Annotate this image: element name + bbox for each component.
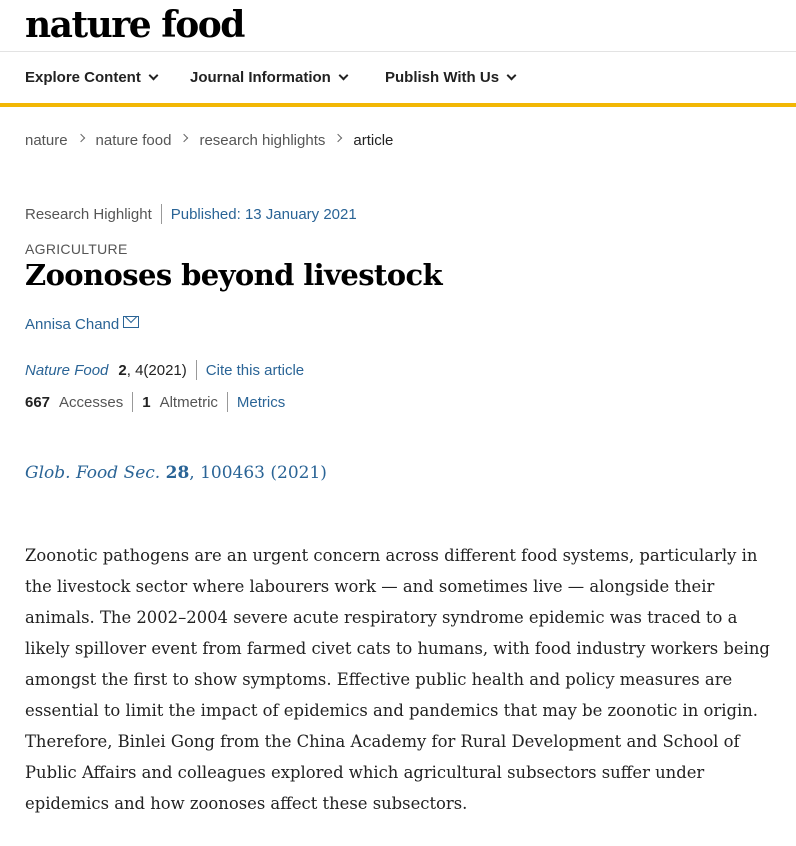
author-link[interactable]: Annisa Chand (25, 316, 120, 333)
citation-volume: 2 (118, 361, 127, 379)
reference-link[interactable] (25, 463, 327, 483)
divider (196, 360, 197, 380)
article-title: Zoonoses beyond livestock (25, 258, 443, 292)
reference-rest: , 100463 (2021) (189, 463, 327, 483)
cite-this-article-link[interactable]: Cite this article (205, 361, 305, 379)
author-list (25, 316, 139, 333)
divider (132, 392, 133, 412)
citation-row (25, 360, 304, 380)
citation-pages: , 4(2021) (126, 361, 187, 379)
main-nav (0, 53, 796, 107)
nav-publish-with-us-label: Publish With Us (385, 69, 500, 86)
altmetric-label: Altmetric (159, 393, 218, 411)
altmetric-count: 1 (142, 393, 151, 411)
accesses-label: Accesses (59, 393, 124, 411)
journal-name[interactable]: Nature Food (25, 361, 109, 379)
reference-volume: 28 (165, 463, 190, 483)
chevron-down-icon (338, 71, 348, 81)
published-date[interactable]: Published: 13 January 2021 (170, 205, 357, 223)
breadcrumb-current: article (353, 132, 394, 149)
site-header (0, 0, 796, 52)
site-logo[interactable]: nature food (25, 4, 244, 46)
breadcrumb-nature-food[interactable]: nature food (95, 132, 172, 149)
chevron-right-icon (334, 133, 342, 141)
reference-journal: Glob. Food Sec. (25, 463, 161, 483)
nav-explore-content[interactable] (25, 69, 157, 86)
chevron-down-icon (148, 71, 158, 81)
article-meta (25, 204, 357, 224)
accesses-count: 667 (25, 393, 51, 411)
chevron-right-icon (76, 133, 84, 141)
article-body: Zoonotic pathogens are an urgent concern across different food systems, particularly in the livestock sector where labourers work — and sometimes live — alongside their animals. The 2002–2004 severe acute respiratory syndrome epidemic was traced to a likely spillover event from farmed civet cats to humans, with food industry workers being amongst the first to show symptoms. Effective public health and policy measures are essential to limit the impact of epidemics and pandemics that may be zoonotic in origin. Therefore, Binlei Gong from the China Academy for Rural Development and School of Public Affairs and colleagues explored which agricultural subsectors suffer under epidemics and how zoonoses affect these subsectors. (25, 546, 770, 813)
metrics-row (25, 392, 285, 412)
nav-explore-content-label: Explore Content (25, 69, 141, 86)
article-subject: AGRICULTURE (25, 241, 128, 257)
chevron-right-icon (180, 133, 188, 141)
breadcrumb (25, 132, 393, 149)
mail-icon[interactable] (123, 316, 139, 328)
breadcrumb-nature[interactable]: nature (25, 132, 68, 149)
chevron-down-icon (507, 71, 517, 81)
nav-publish-with-us[interactable] (385, 69, 515, 86)
divider (161, 204, 162, 224)
metrics-link[interactable]: Metrics (236, 393, 286, 411)
breadcrumb-research-highlights[interactable]: research highlights (199, 132, 326, 149)
nav-journal-information-label: Journal Information (190, 69, 331, 86)
nav-journal-information[interactable] (190, 69, 347, 86)
article-type: Research Highlight (25, 205, 152, 223)
divider (227, 392, 228, 412)
